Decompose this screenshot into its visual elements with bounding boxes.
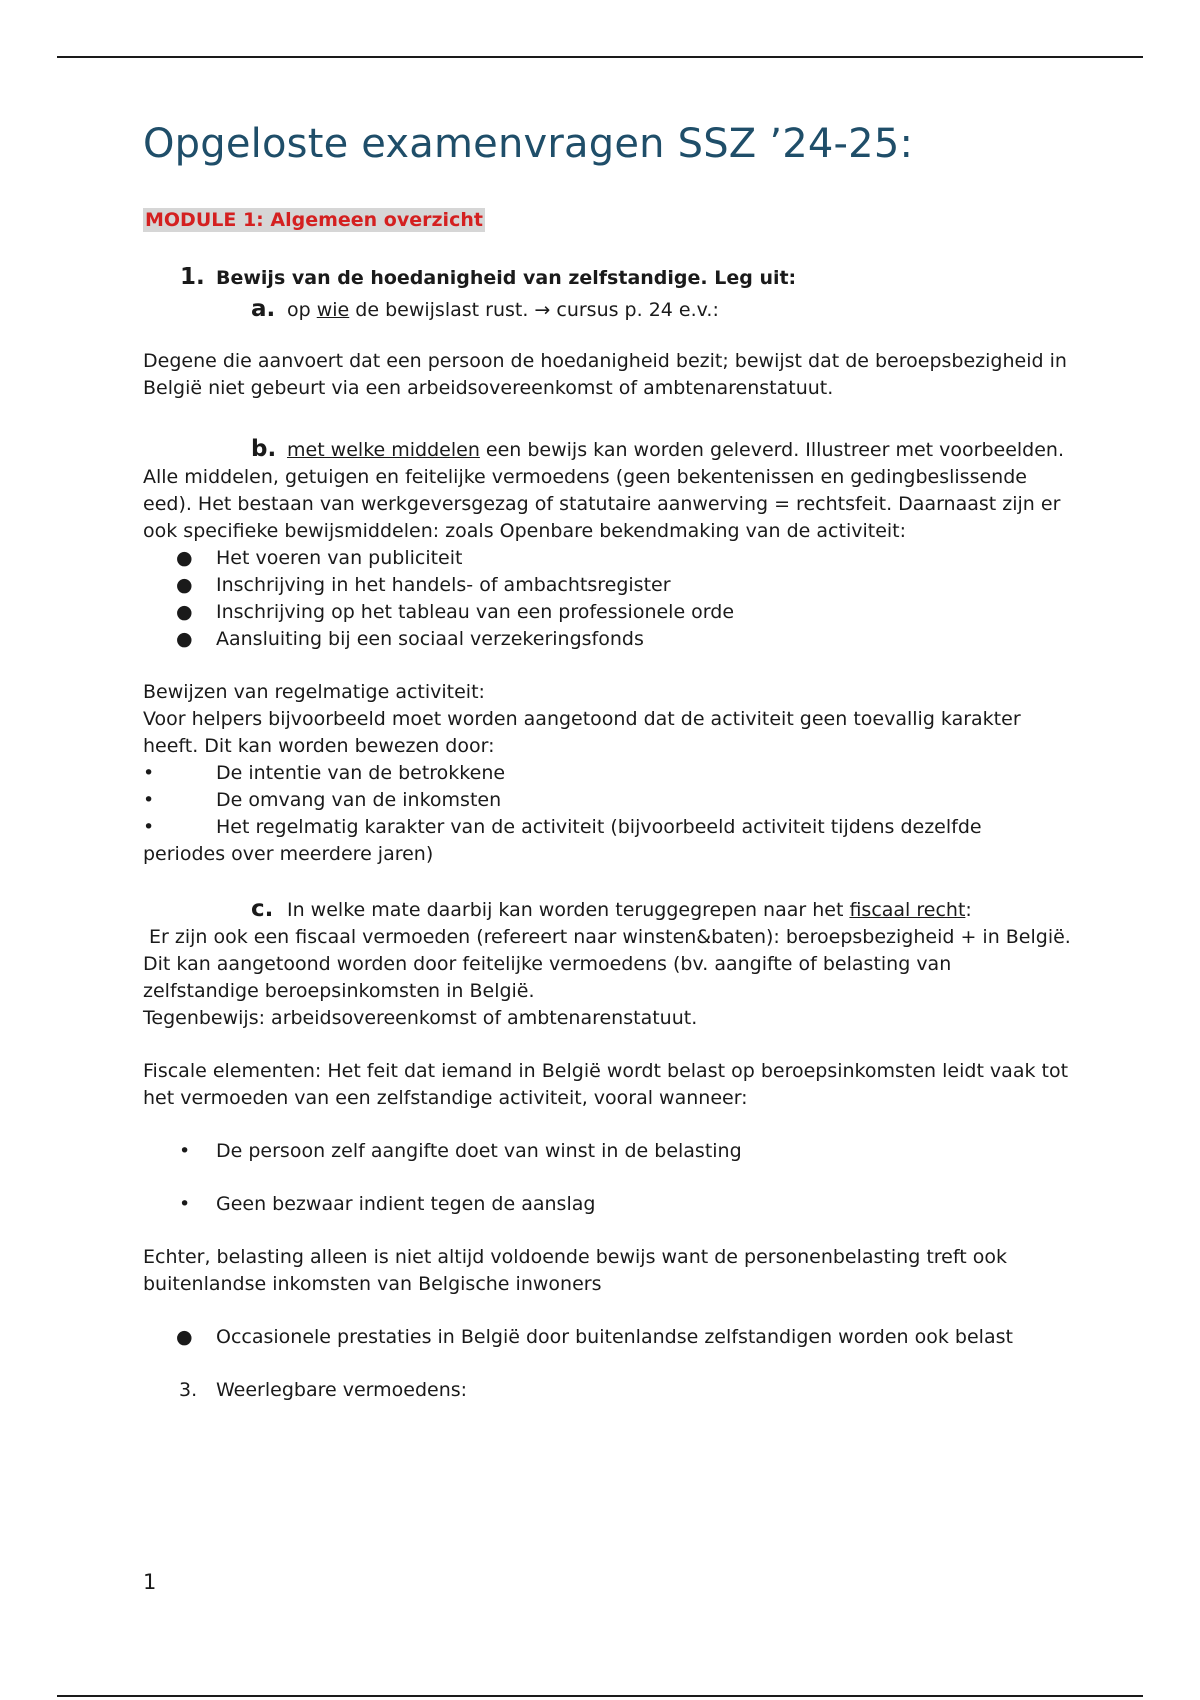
answer-paragraph: Alle middelen, getuigen en feitelijke vermoedens (geen bekentenissen en gedingbeslissende eed). Het bestaan van werkgeversgezag of statutaire aanwerving = rechtsfeit. Daarnaast zijn er ook specifieke bewijsmiddelen: zoals Openbare bekendmaking van de activiteit: [143, 466, 1061, 542]
subquestion-letter: c. [251, 896, 274, 922]
question-text: Bewijs van de hoedanigheid van zelfstandige. Leg uit: [216, 267, 797, 289]
list-item: ● Occasionele prestaties in België door buitenlandse zelfstandigen worden ook belast [143, 1324, 1073, 1351]
bullet-icon: • [179, 1193, 191, 1215]
list-item: • Geen bezwaar indient tegen de aanslag [143, 1191, 1073, 1218]
answer-paragraph: Fiscale elementen: Het feit dat iemand in België wordt belast op beroepsinkomsten leidt vaak tot het vermoeden van een zelfstandige activiteit, vooral wanneer: [143, 1060, 1069, 1109]
list-item-continuation: periodes over meerdere jaren) [143, 843, 434, 865]
bullet-icon: • [143, 762, 155, 784]
header-rule [57, 56, 1143, 58]
list-item: ● Inschrijving in het handels- of ambachtsregister [143, 572, 1073, 599]
subquestion-b: b. met welke middelen een bewijs kan worden geleverd. Illustreer met voorbeelden. [251, 436, 1064, 462]
list-number: 3. [179, 1379, 198, 1401]
list-item: ● Inschrijving op het tableau van een professionele orde [143, 599, 1073, 626]
answer-paragraph: Tegenbewijs: arbeidsovereenkomst of ambtenarenstatuut. [143, 1007, 698, 1029]
subquestion-letter: b. [251, 436, 277, 462]
question-number: 1. [180, 264, 205, 290]
list-item: • De omvang van de inkomsten [143, 787, 1073, 814]
underlined-term: fiscaal recht [849, 899, 966, 921]
bullet-icon: • [143, 789, 155, 811]
answer-paragraph: Voor helpers bijvoorbeeld moet worden aangetoond dat de activiteit geen toevallig karakter heeft. Dit kan worden bewezen door: [143, 708, 1021, 757]
answer-paragraph: Echter, belasting alleen is niet altijd voldoende bewijs want de personenbelasting treft ook buitenlandse inkomsten van Belgische inwoners [143, 1246, 1007, 1295]
list-item: • De persoon zelf aangifte doet van winst in de belasting [143, 1138, 1073, 1165]
bullet-icon: ● [176, 1326, 193, 1348]
page-title: Opgeloste examenvragen SSZ ’24-25: [143, 121, 914, 167]
list-item: • Het regelmatig karakter van de activiteit (bijvoorbeeld activiteit tijdens dezelfde [143, 814, 1073, 841]
section-heading: Bewijzen van regelmatige activiteit: [143, 681, 485, 703]
document-page [143, 120, 1073, 1404]
answer-paragraph: Degene die aanvoert dat een persoon de hoedanigheid bezit; bewijst dat de beroepsbezigheid in België niet gebeurt via een arbeidsovereenkomst of ambtenarenstatuut. [143, 350, 1067, 399]
page-number: 1 [143, 1570, 157, 1594]
module-heading: MODULE 1: Algemeen overzicht [145, 209, 483, 231]
bullet-icon: ● [176, 574, 193, 596]
list-item: ● Aansluiting bij een sociaal verzekeringsfonds [143, 626, 1073, 653]
list-item-numbered: 3. Weerlegbare vermoedens: [143, 1377, 1073, 1404]
bullet-icon: ● [176, 628, 193, 650]
list-item: ● Het voeren van publiciteit [143, 545, 1073, 572]
subquestion-a: a. op wie de bewijslast rust. → cursus p. 24 e.v.: [251, 296, 719, 322]
bullet-icon: ● [176, 601, 193, 623]
underlined-term: wie [316, 299, 350, 321]
bullet-icon: ● [176, 547, 193, 569]
bullet-icon: • [179, 1140, 191, 1162]
bullet-icon: • [143, 816, 155, 838]
subquestion-letter: a. [251, 296, 276, 322]
footer-rule [57, 1695, 1143, 1697]
answer-paragraph: Er zijn ook een fiscaal vermoeden (refereert naar winsten&baten): beroepsbezigheid + in België. Dit kan aangetoond worden door feitelijke vermoedens (bv. aangifte of belasting van zelfstandige beroepsinkomsten in België. [143, 926, 1071, 1002]
subquestion-c: c. In welke mate daarbij kan worden teruggegrepen naar het fiscaal recht: [251, 896, 972, 922]
list-item: • De intentie van de betrokkene [143, 760, 1073, 787]
underlined-term: met welke middelen [287, 439, 480, 461]
question-1 [180, 264, 1073, 290]
